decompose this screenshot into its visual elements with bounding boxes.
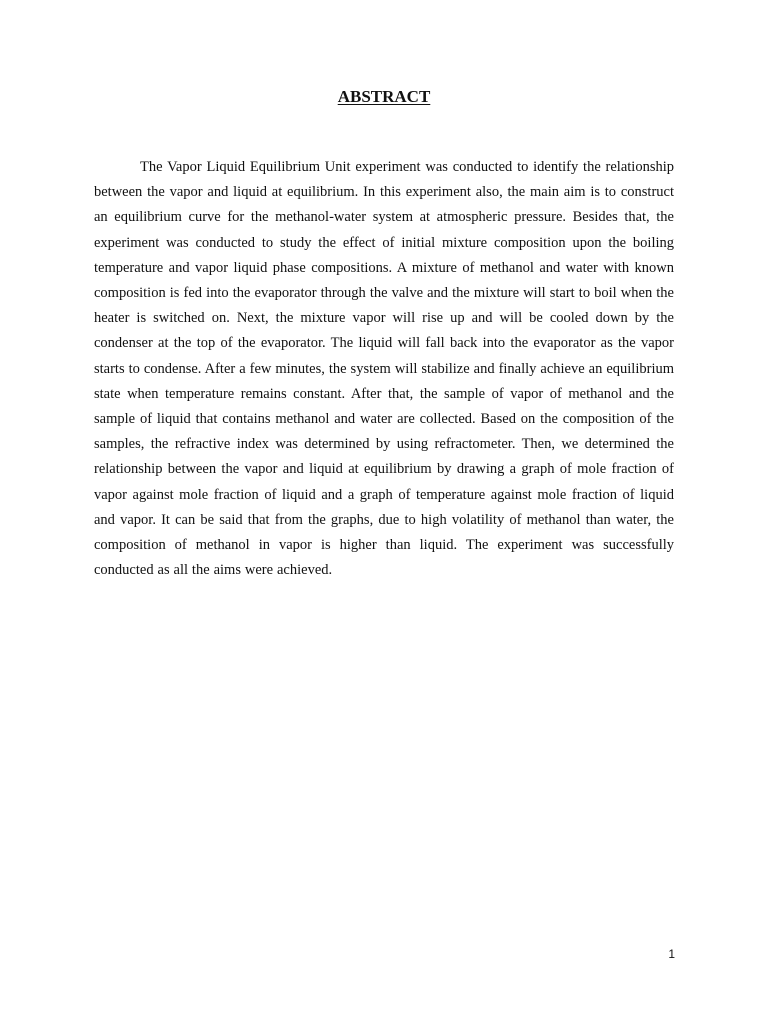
page-number: 1 <box>668 947 675 961</box>
page-title <box>0 86 768 108</box>
abstract-paragraph: The Vapor Liquid Equilibrium Unit experiment was conducted to identify the relationship between the vapor and liquid at equilibrium. In this experiment also, the main aim is to construct an equilibrium curve for the methanol-water system at atmospheric pressure. Besides that, the experiment was conducted to study the effect of initial mixture composition upon the boiling temperature and vapor liquid phase compositions. A mixture of methanol and water with known composition is fed into the evaporator through the valve and the mixture will start to boil when the heater is switched on. Next, the mixture vapor will rise up and will be cooled down by the condenser at the top of the evaporator. The liquid will fall back into the evaporator as the vapor starts to condense. After a few minutes, the system will stabilize and finally achieve an equilibrium state when temperature remains constant. After that, the sample of vapor of methanol and the sample of liquid that contains methanol and water are collected. Based on the composition of the samples, the refractive index was determined by using refractometer. Then, we determined the relationship between the vapor and liquid at equilibrium by drawing a graph of mole fraction of vapor against mole fraction of liquid and a graph of temperature against mole fraction of liquid and vapor. It can be said that from the graphs, due to high volatility of methanol than water, the composition of methanol in vapor is higher than liquid. The experiment was successfully conducted as all the aims were achieved. <box>94 159 674 579</box>
title-text: ABSTRACT <box>337 87 431 106</box>
